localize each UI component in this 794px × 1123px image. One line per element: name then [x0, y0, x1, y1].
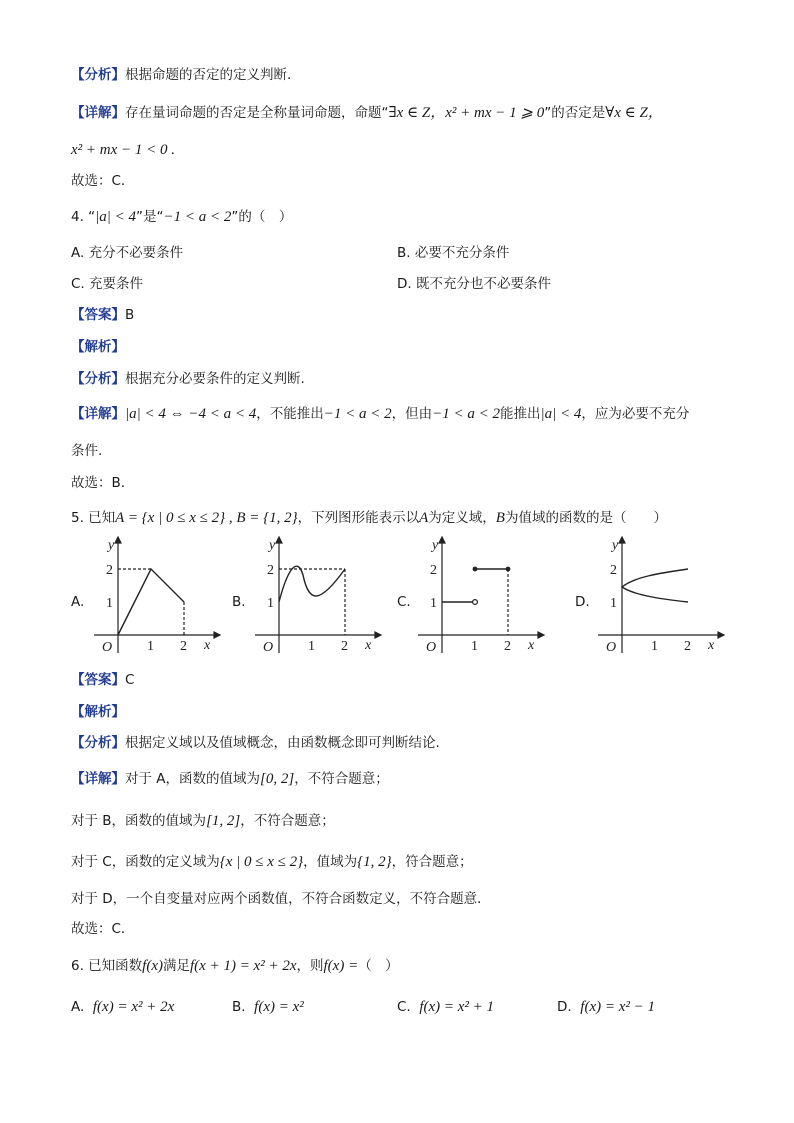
jiexi-tag: 【解析】	[71, 704, 125, 720]
stem-text: 为定义域，	[428, 510, 496, 526]
graph-a-label: A.	[71, 594, 85, 610]
option-math: f(x) = x² + 2x	[92, 999, 175, 1015]
detail-text: ，不符合题意；	[294, 771, 389, 787]
option-math: f(x) = x² − 1	[580, 999, 655, 1015]
tick-label: 1	[430, 596, 437, 611]
graph-c	[410, 535, 546, 657]
stem-text: ”的（ ）	[231, 209, 293, 225]
tick-label: 1	[147, 639, 154, 654]
axis-x-label: x	[708, 638, 715, 653]
detail-math: ∀x ∈ Z，	[605, 105, 663, 121]
q4-stem	[71, 208, 292, 226]
option-label: D.	[557, 999, 572, 1015]
stem-math: f(x) =	[323, 958, 359, 974]
graph-d	[590, 535, 726, 657]
detail-tag: 【详解】	[71, 771, 125, 787]
axis-y-label: y	[108, 538, 115, 553]
q6-stem	[71, 957, 399, 975]
answer-tag: 【答案】	[71, 672, 125, 688]
q3-detail-cont	[71, 141, 175, 159]
tick-label: 1	[308, 639, 315, 654]
detail-math: −1 < a < 2	[432, 406, 500, 422]
stem-math: A = {x | 0 ≤ x ≤ 2} , B = {1, 2}	[115, 510, 298, 526]
stem-text: ，则	[296, 958, 324, 974]
tick-label: 1	[651, 639, 658, 654]
origin-label: O	[426, 640, 437, 655]
stem-text: 4. “	[71, 209, 96, 225]
stem-text: 为值域的函数的是（ ）	[504, 510, 667, 526]
option-math: f(x) = x² + 1	[419, 999, 495, 1015]
tick-label: 2	[106, 563, 113, 578]
detail-math: |a| < 4 ⇔ −4 < a < 4	[125, 406, 257, 422]
stem-math: −1 < a < 2	[163, 209, 232, 225]
axis-x-label: x	[365, 638, 372, 653]
axis-x-label: x	[204, 638, 211, 653]
detail-math: x² + mx − 1 < 0 .	[71, 142, 176, 158]
detail-tag: 【详解】	[71, 105, 125, 121]
q6-option-b	[232, 998, 304, 1016]
option-label: C.	[397, 999, 411, 1015]
detail-text: ，但由	[391, 406, 433, 422]
analysis-text: 根据充分必要条件的定义判断.	[125, 371, 305, 387]
analysis-text: 根据定义域以及值域概念，由函数概念即可判断结论.	[125, 735, 440, 751]
graph-d-label: D.	[575, 594, 590, 610]
detail-math: {1, 2}	[357, 854, 392, 870]
answer-tag: 【答案】	[71, 307, 125, 323]
detail-text: ，应为必要不充分	[581, 406, 690, 422]
detail-math: |a| < 4	[540, 406, 582, 422]
graph-a	[86, 535, 222, 657]
option-label: A.	[71, 999, 85, 1015]
answer-value: B	[125, 307, 135, 323]
q5-detail-a	[71, 770, 389, 788]
tick-label: 1	[610, 596, 617, 611]
q4-choose: 故选：B.	[71, 475, 126, 491]
stem-text: 满足	[163, 958, 190, 974]
tick-label: 1	[267, 596, 274, 611]
stem-text: 6. 已知函数	[71, 958, 143, 974]
q5-choose: 故选：C．	[71, 921, 135, 937]
detail-text: ，不能推出	[256, 406, 324, 422]
q3-analysis	[71, 66, 291, 84]
origin-label: O	[263, 640, 274, 655]
tick-label: 2	[430, 563, 437, 578]
detail-text: ，符合题意；	[391, 854, 473, 870]
analysis-text: 根据命题的否定的定义判断.	[125, 67, 292, 83]
stem-math: f(x)	[142, 958, 163, 974]
stem-text: （ ）	[358, 958, 399, 974]
q3-detail	[71, 104, 663, 122]
detail-text: ，不符合题意；	[240, 813, 335, 829]
detail-text: 存在量词命题的否定是全称量词命题，命题“	[125, 105, 389, 121]
analysis-tag: 【分析】	[71, 735, 125, 751]
q4-option-b: B. 必要不充分条件	[397, 245, 510, 261]
q4-option-a: A. 充分不必要条件	[71, 245, 184, 261]
tick-label: 2	[684, 639, 691, 654]
stem-text: 5. 已知	[71, 510, 116, 526]
axis-y-label: y	[612, 538, 619, 553]
detail-math: [1, 2]	[206, 813, 241, 829]
tick-label: 2	[341, 639, 348, 654]
q4-option-d: D. 既不充分也不必要条件	[397, 276, 551, 292]
detail-text: 对于 B，函数的值域为	[71, 813, 207, 829]
q5-detail-b	[71, 812, 335, 830]
origin-label: O	[102, 640, 113, 655]
detail-math: ∃x ∈ Z，x² + mx − 1 ⩾ 0	[388, 105, 545, 121]
stem-text: ，下列图形能表示以	[297, 510, 420, 526]
stem-math: f(x + 1) = x² + 2x	[190, 958, 297, 974]
q3-choose: 故选：C.	[71, 173, 126, 189]
q5-detail-d: 对于 D，一个自变量对应两个函数值，不符合函数定义，不符合题意．	[71, 891, 491, 907]
tick-label: 2	[504, 639, 511, 654]
q6-option-d	[557, 998, 655, 1016]
axis-y-label: y	[269, 538, 276, 553]
q4-option-c: C. 充要条件	[71, 276, 144, 292]
tick-label: 1	[471, 639, 478, 654]
q4-jiexi	[71, 338, 125, 356]
q5-detail-c	[71, 853, 473, 871]
tick-label: 1	[106, 596, 113, 611]
analysis-tag: 【分析】	[71, 67, 125, 83]
detail-math: {x | 0 ≤ x ≤ 2}	[219, 854, 304, 870]
detail-text: ，值域为	[303, 854, 358, 870]
detail-math: [0, 2]	[260, 771, 295, 787]
origin-label: O	[606, 640, 617, 655]
answer-value: C	[125, 672, 135, 688]
q4-detail-cont: 条件.	[71, 443, 103, 459]
q5-jiexi	[71, 703, 125, 721]
q4-analysis	[71, 370, 305, 388]
q6-option-c	[397, 998, 494, 1016]
tick-label: 2	[267, 563, 274, 578]
graph-c-label: C.	[397, 594, 411, 610]
q5-answer	[71, 671, 134, 689]
detail-text: 对于 C，函数的定义域为	[71, 854, 220, 870]
option-math: f(x) = x²	[254, 999, 304, 1015]
tick-label: 2	[180, 639, 187, 654]
detail-text: 对于 A，函数的值域为	[125, 771, 261, 787]
stem-math: B	[495, 510, 505, 526]
stem-math: |a| < 4	[95, 209, 137, 225]
stem-text: ”是“	[136, 209, 164, 225]
graph-b	[247, 535, 383, 657]
tick-label: 2	[610, 563, 617, 578]
q6-option-a	[71, 998, 174, 1016]
q5-analysis	[71, 734, 440, 752]
graph-b-label: B.	[232, 594, 246, 610]
q5-stem	[71, 509, 667, 527]
detail-tag: 【详解】	[71, 406, 125, 422]
axis-y-label: y	[432, 538, 439, 553]
q4-detail	[71, 405, 689, 423]
analysis-tag: 【分析】	[71, 371, 125, 387]
q4-answer	[71, 306, 134, 324]
axis-x-label: x	[528, 638, 535, 653]
detail-text: 能推出	[500, 406, 541, 422]
detail-text: ”的否定是	[544, 105, 606, 121]
option-label: B.	[232, 999, 246, 1015]
detail-math: −1 < a < 2	[323, 406, 392, 422]
jiexi-tag: 【解析】	[71, 339, 125, 355]
stem-math: A	[419, 510, 429, 526]
